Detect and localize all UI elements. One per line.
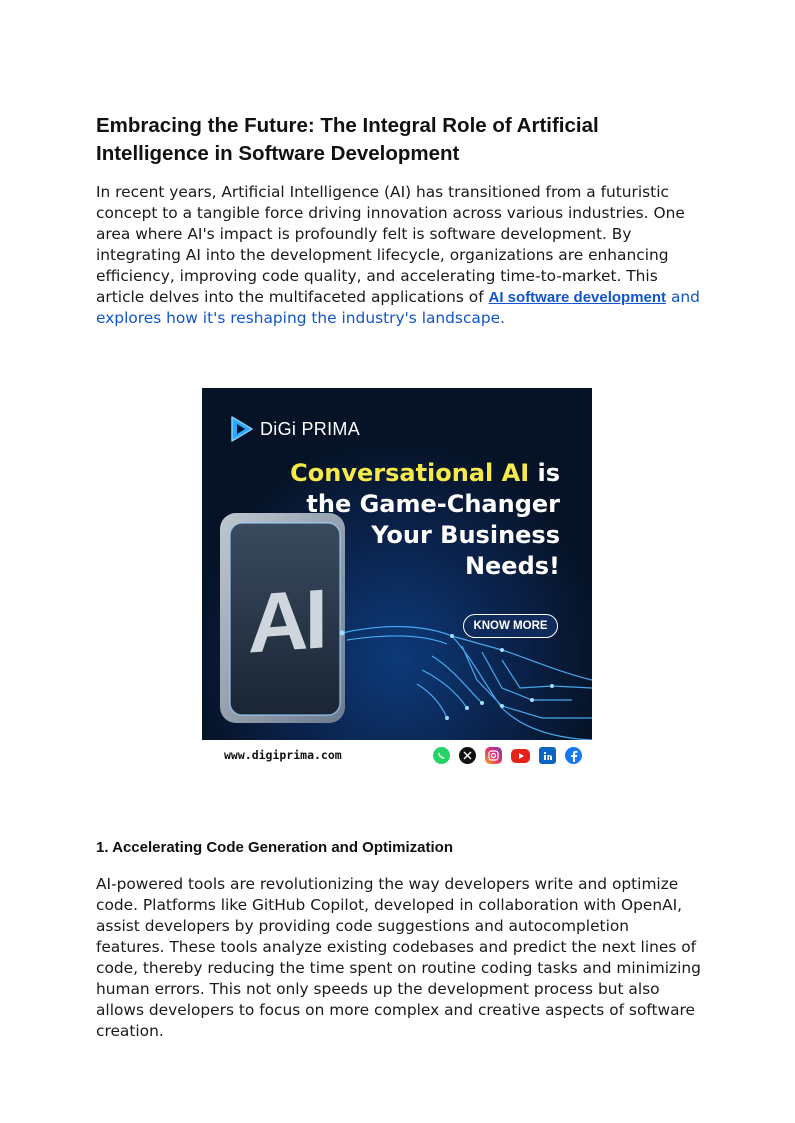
section-1-heading: 1. Accelerating Code Generation and Optimization [96,839,454,856]
article-title: Embracing the Future: The Integral Role of Artificial Intelligence in Software Development [96,114,599,165]
section-1-body: AI-powered tools are revolutionizing the way developers write and optimize code. Platforms like GitHub Copilot, developed in collaboration with OpenAI, assist developers by providing code suggestions and autocompletion features. These tools analyze existing codebases and predict the next lines of code, thereby reducing the time spent on routine coding tasks and minimizing human errors. This not only speeds up the development process but also allows developers to focus on more complex and creative aspects of software creation. [96,875,701,1040]
headline-line-4: Needs! [464,552,560,580]
banner-footer-bar [202,740,592,778]
know-more-button[interactable]: KNOW MORE [463,614,558,638]
whatsapp-icon [433,747,450,764]
instagram-icon [485,747,502,764]
digital-hand-icon [202,388,592,778]
banner-headline [290,458,560,582]
play-logo-icon [230,415,254,443]
brand-logo [230,415,360,443]
headline-line-2: the Game-Changer [306,490,560,518]
social-icons [433,747,582,764]
website-url: www.digiprima.com [224,748,342,762]
ai-software-development-link[interactable]: AI software development [488,289,667,306]
headline-highlight: Conversational AI [290,459,530,487]
ai-chip-label: AI [248,571,324,671]
headline-line-3: Your Business [371,521,560,549]
intro-link-continuation: and explores how it's reshaping the industry's landscape. [96,288,700,327]
headline-line-1 [290,458,560,489]
intro-paragraph [96,182,701,329]
headline-line-1-rest: is [529,459,560,487]
facebook-icon [565,747,582,764]
brand-name: DiGi PRIMA [260,418,361,439]
promo-banner-image [202,388,592,778]
youtube-icon [511,749,530,763]
intro-text: In recent years, Artificial Intelligence (AI) has transitioned from a futuristic concept to a tangible force driving innovation across various industries. One area where AI's impact is profoundly felt is software development. By integrating AI into the development lifecycle, organizations are enhancing efficiency, improving code quality, and accelerating time-to-market. This article delves into the multifaceted applications of [96,183,685,306]
x-icon [459,747,476,764]
linkedin-icon [539,747,556,764]
